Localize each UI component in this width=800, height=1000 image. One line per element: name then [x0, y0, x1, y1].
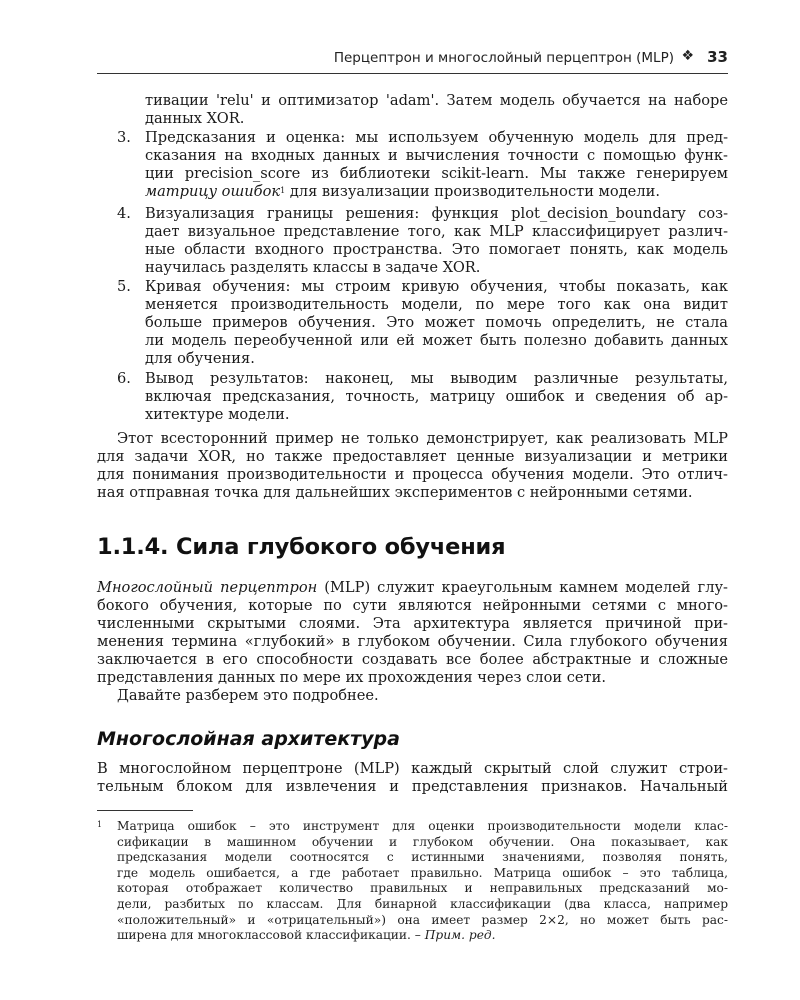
text-line [97, 579, 728, 597]
text-line: ции precision_score из библиотеки scikit-learn. Мы также генерируем [145, 165, 728, 182]
text-run: для визуализации производительности модели. [285, 183, 660, 200]
text-line: для понимания производительности и процесса обучения модели. Это отлич- [97, 466, 728, 483]
text-line: Визуализация границы решения: функция plot_decision_boundary соз- [145, 205, 728, 222]
text-run: ширена для многоклассовой классификации. – [117, 928, 425, 943]
text-line: Матрица ошибок – это инструмент для оценки производительности модели клас- [117, 819, 728, 833]
text-line: дели, разбитых по классам. Для бинарной классификации (два класса, например [117, 897, 728, 911]
text-line: хитектуре модели. [145, 406, 290, 423]
text-line: тельным блоком для извлечения и представления признаков. Начальный [97, 778, 728, 795]
list-number: 5. [117, 278, 131, 295]
text-line: Вывод результатов: наконец, мы выводим различные результаты, [145, 370, 728, 387]
text-line: ли модель переобученной или ей может быть полезно добавить данных [145, 332, 728, 349]
text-line: Кривая обучения: мы строим кривую обучения, чтобы показать, как [145, 278, 728, 295]
text-line: ная отправная точка для дальнейших экспериментов с нейронными сетями. [97, 484, 693, 501]
text-line: Давайте разберем это подробнее. [117, 687, 379, 704]
list-number: 6. [117, 370, 131, 387]
text-line: ные области входного пространства. Это помогает понять, как модель [145, 241, 728, 258]
text-line: где модель ошибается, а где работает правильно. Матрица ошибок – это таблица, [117, 865, 728, 880]
text-line: дает визуальное представление того, как MLP классифицирует различ- [145, 223, 728, 240]
text-line: сказания на входных данных и вычисления точности с помощью функ- [145, 147, 728, 164]
text-line: для обучения. [145, 350, 255, 367]
text-line: «положительный» и «отрицательный») она имеет размер 2×2, но может быть рас- [117, 912, 728, 927]
text-line: заключается в его способности создавать все более абстрактные и сложные [97, 651, 728, 668]
footnote-ref: 1 [280, 186, 286, 195]
italic-term: матрицу ошибок [145, 183, 281, 200]
page-number: 33 [707, 48, 728, 66]
text-line: Предсказания и оценка: мы используем обученную модель для пред- [145, 129, 728, 146]
text-line: численными скрытыми слоями. Эта архитектура является причиной при- [97, 615, 728, 632]
text-line [145, 183, 660, 201]
header-rule [97, 73, 728, 74]
italic-term: Прим. ред. [424, 928, 496, 943]
text-line: включая предсказания, точность, матрицу ошибок и сведения об ар- [145, 388, 728, 405]
text-line: представления данных по мере их прохождения через слои сети. [97, 669, 606, 686]
text-line: менения термина «глубокий» в глубоком обучении. Сила глубокого обучения [97, 633, 728, 650]
running-head [97, 46, 728, 70]
text-line: больше примеров обучения. Это может помочь определить, не стала [145, 314, 728, 331]
text-line: предсказания модели соотносятся с истинными значениями, позволяя понять, [117, 850, 728, 865]
ornament-icon: ❖ [681, 48, 694, 64]
footnote-marker: 1 [97, 820, 103, 829]
list-number: 3. [117, 129, 131, 146]
text-line: бокого обучения, которые по сути являются нейронными сетями с много- [97, 597, 728, 614]
text-line: которая отображает количество правильных и неправильных предсказаний мо- [117, 881, 728, 896]
text-line [117, 928, 496, 944]
text-line: меняется производительность модели, по мере того как она видит [145, 296, 728, 313]
text-run: (MLP) служит краеугольным камнем моделей глу- [317, 579, 728, 596]
list-number: 4. [117, 205, 131, 222]
running-head-title: Перцептрон и многослойный перцептрон (MLP) [333, 50, 674, 66]
text-line: сификации в машинном обучении и глубоком обучении. Она показывает, как [117, 834, 728, 849]
text-line: В многослойном перцептроне (MLP) каждый скрытый слой служит строи- [97, 760, 728, 777]
text-line: научилась разделять классы в задаче XOR. [145, 259, 481, 276]
section-heading: 1.1.4. Сила глубокого обучения [97, 534, 506, 560]
italic-term: Многослойный перцептрон [97, 579, 318, 596]
text-line: данных XOR. [145, 110, 245, 127]
footnote-rule [97, 810, 193, 811]
text-line: Этот всесторонний пример не только демонстрирует, как реализовать MLP [117, 430, 728, 447]
text-line: для задачи XOR, но также предоставляет ценные визуализации и метрики [97, 448, 728, 465]
subsection-heading: Многослойная архитектура [97, 728, 400, 750]
text-line: тивации 'relu' и оптимизатор 'adam'. Затем модель обучается на наборе [145, 92, 728, 109]
